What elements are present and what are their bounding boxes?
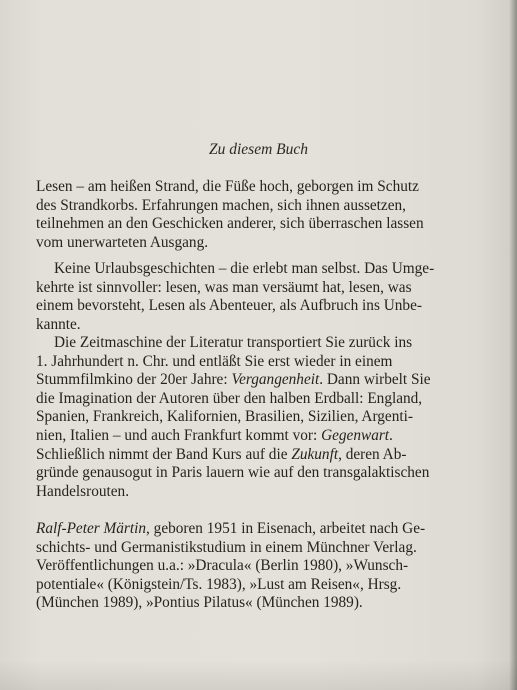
text-line: potentiale« (Königstein/Ts. 1983), »Lust am Reisen«, Hrsg. <box>36 575 402 593</box>
author-bio <box>36 520 466 613</box>
text-line: Keine Urlaubsgeschichten – die erlebt man selbst. Das Umge- <box>54 260 435 277</box>
text-fragment: Stummfilmkino der 20er Jahre: <box>36 371 232 389</box>
paragraph-time-machine <box>36 334 466 501</box>
author-name: Ralf-Peter Märtin <box>36 520 147 537</box>
text-line: kehrte ist sinnvoller: lesen, was man versäumt hat, lesen, was <box>36 278 412 296</box>
text-line: schichts- und Germanistikstudium in einem Münchner Verlag. <box>36 538 417 556</box>
text-line <box>36 446 466 465</box>
text-fragment: , geboren 1951 in Eisenach, arbeitet nach Ge- <box>146 520 426 537</box>
emphasis-present: Gegenwart <box>321 426 390 444</box>
text-line <box>36 371 466 390</box>
page-title: Zu diesem Buch <box>208 141 308 158</box>
paragraph-no-holiday-stories <box>36 260 466 334</box>
text-line: Veröffentlichungen u.a.: »Dracula« (Berlin 1980), »Wunsch- <box>36 557 409 575</box>
text-fragment: , deren Ab- <box>338 445 407 463</box>
text-line: des Strandkorbs. Erfahrungen machen, sich ihnen aussetzen, <box>36 196 406 214</box>
text-line: Spanien, Frankreich, Kalifornien, Brasilien, Sizilien, Argenti- <box>36 408 413 426</box>
text-line <box>36 520 466 539</box>
text-line: einem bevorsteht, Lesen als Abenteuer, als Aufbruch ins Unbe- <box>36 297 422 315</box>
text-line: (München 1989), »Pontius Pilatus« (München 1989). <box>36 594 363 612</box>
text-fragment: . <box>389 426 393 444</box>
text-fragment: nien, Italien – und auch Frankfurt kommt vor: <box>36 426 322 444</box>
text-line: Handelsrouten. <box>36 482 130 500</box>
text-line: 1. Jahrhundert n. Chr. und entläßt Sie erst wieder in einem <box>36 352 393 370</box>
text-line: Lesen – am heißen Strand, die Füße hoch, geborgen im Schutz <box>36 178 419 195</box>
text-line: die Imagination der Autoren über den halben Erdball: England, <box>36 389 423 407</box>
text-line <box>36 427 466 446</box>
paragraph-reading-on-beach <box>36 178 466 252</box>
text-fragment: Schließlich nimmt der Band Kurs auf die <box>36 445 292 463</box>
text-line: vom unerwarteten Ausgang. <box>36 233 209 251</box>
text-line: teilnehmen an den Geschicken anderer, sich überraschen lassen <box>36 215 424 233</box>
emphasis-future: Zukunft <box>291 445 339 463</box>
text-line: gründe genausogut in Paris lauern wie auf den transgalaktischen <box>36 464 430 482</box>
emphasis-past: Vergangenheit <box>231 371 320 389</box>
text-line: Die Zeitmaschine der Literatur transportiert Sie zurück ins <box>54 334 413 351</box>
text-line: kannte. <box>36 315 81 333</box>
text-fragment: . Dann wirbelt Sie <box>319 371 431 389</box>
